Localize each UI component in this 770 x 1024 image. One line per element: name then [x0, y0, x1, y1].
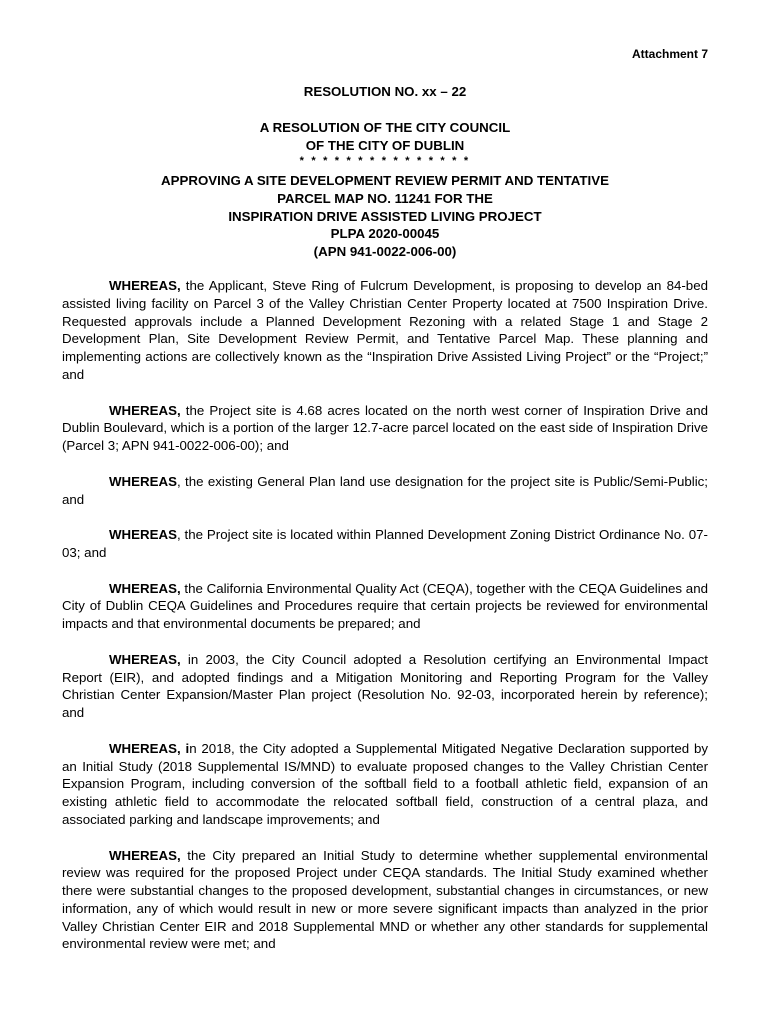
- whereas-paragraph: [62, 580, 708, 633]
- subject-line-3: INSPIRATION DRIVE ASSISTED LIVING PROJECT: [228, 208, 542, 224]
- whereas-paragraph: [62, 526, 708, 562]
- paragraph-text: n 2018, the City adopted a Supplemental Mitigated Negative Declaration supported by an Initial Study (2018 Supplemental IS/MND) to evaluate proposed changes to the Valley Christian Center Expansion Program, including conversion of the softball field to a football athletic field, expansion of an existing athletic field to accommodate the relocated softball field, construction of a central plaza, and associated parking and landscape improvements; and: [62, 740, 708, 827]
- resolution-heading: [62, 119, 708, 155]
- whereas-paragraph: [62, 277, 708, 384]
- attachment-label: Attachment 7: [631, 47, 708, 61]
- subject-line-4: PLPA 2020-00045: [330, 226, 440, 242]
- whereas-lead: WHEREAS: [109, 473, 177, 489]
- whereas-paragraph: [62, 847, 708, 954]
- whereas-paragraph: [62, 740, 708, 829]
- whereas-paragraph: [62, 402, 708, 455]
- paragraph-text: the California Environmental Quality Act (CEQA), together with the CEQA Guidelines and City of Dublin CEQA Guidelines and Procedures require that certain projects be reviewed for environmental impacts and that environmental documents be prepared; and: [62, 580, 708, 632]
- whereas-lead: WHEREAS,: [109, 402, 181, 418]
- whereas-paragraph: [62, 651, 708, 722]
- subject-line-1: APPROVING A SITE DEVELOPMENT REVIEW PERMIT AND TENTATIVE: [161, 173, 609, 188]
- paragraph-text: the Applicant, Steve Ring of Fulcrum Development, is proposing to develop an 84-bed assisted living facility on Parcel 3 of the Valley Christian Center Property located at 7500 Inspiration Drive. Requested approvals include a Planned Development Rezoning with a related Stage 1 and Stage 2 Development Plan, Site Development Review Permit, and Tentative Parcel Map. These planning and implementing actions are collectively known as the “Inspiration Drive Assisted Living Project” or the “Project;” and: [62, 278, 708, 382]
- whereas-lead: WHEREAS, i: [109, 740, 190, 756]
- paragraph-text: , the existing General Plan land use designation for the project site is Public/Semi-Public; and: [62, 473, 708, 507]
- paragraph-text: in 2003, the City Council adopted a Resolution certifying an Environmental Impact Report (EIR), and adopted findings and a Mitigation Monitoring and Reporting Program for the Valley Christian Center Expansion/Master Plan project (Resolution No. 92-03, incorporated herein by reference); and: [62, 651, 708, 721]
- whereas-lead: WHEREAS,: [109, 278, 181, 293]
- council-line-1: A RESOLUTION OF THE CITY COUNCIL: [259, 120, 511, 135]
- council-line-2: OF THE CITY OF DUBLIN: [305, 137, 465, 153]
- subject-line-2: PARCEL MAP NO. 11241 FOR THE: [277, 190, 493, 206]
- asterisk-separator: * * * * * * * * * * * * * * *: [299, 155, 471, 167]
- paragraph-text: the Project site is 4.68 acres located on the north west corner of Inspiration Drive and Dublin Boulevard, which is a portion of the larger 12.7-acre parcel located on the east side of Inspiration Drive (Parcel 3; APN 941-0022-006-00); and: [62, 402, 708, 454]
- whereas-lead: WHEREAS,: [109, 651, 181, 667]
- whereas-lead: WHEREAS: [109, 527, 177, 543]
- paragraph-text: the City prepared an Initial Study to determine whether supplemental environmental review was required for the proposed Project under CEQA standards. The Initial Study examined whether there were substantial changes to the proposed development, substantial changes in circumstances, or new information, any of which would result in new or more severe significant impacts than analyzed in the prior Valley Christian Center EIR and 2018 Supplemental MND or whether any other standards for supplemental environmental review were met; and: [62, 847, 708, 952]
- whereas-lead: WHEREAS,: [109, 847, 181, 863]
- resolution-number: RESOLUTION NO. xx – 22: [303, 84, 467, 99]
- resolution-body: [62, 277, 708, 971]
- whereas-paragraph: [62, 473, 708, 509]
- paragraph-text: , the Project site is located within Planned Development Zoning District Ordinance No. 07-03; and: [62, 527, 708, 560]
- resolution-subject: [62, 172, 708, 261]
- subject-line-5: (APN 941-0022-006-00): [313, 244, 457, 260]
- whereas-lead: WHEREAS,: [109, 580, 181, 596]
